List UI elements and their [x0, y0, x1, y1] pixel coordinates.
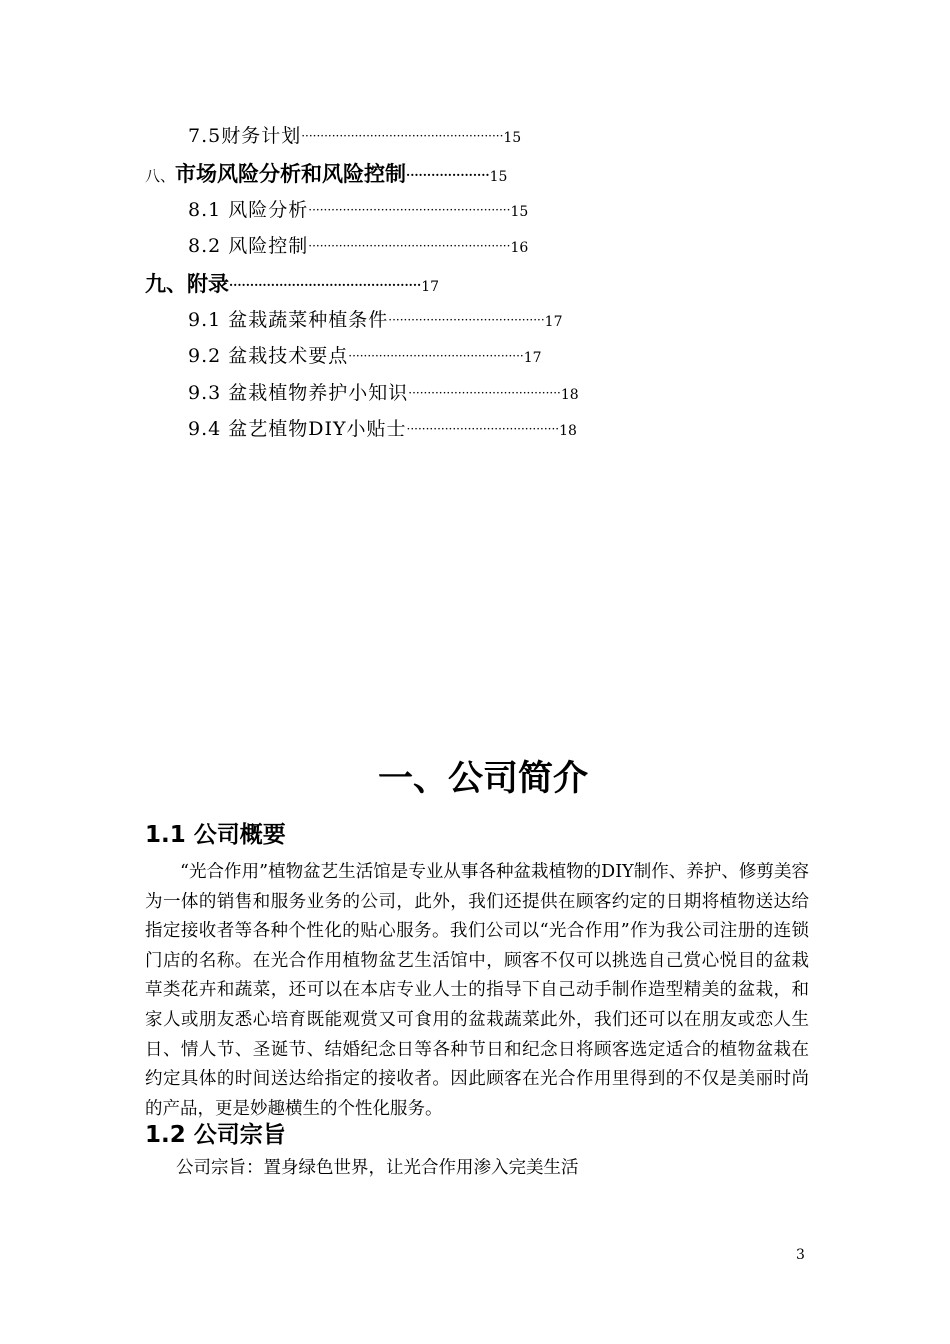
toc-leader-dots: ····················································· — [301, 130, 504, 142]
toc-entry-9-1[interactable] — [188, 311, 563, 330]
chapter-title: 一、公司简介 — [377, 759, 588, 799]
toc-leader-dots: ····················································· — [308, 204, 511, 216]
toc-page-number: 15 — [489, 169, 508, 185]
toc-entry-label: 9.3 盆栽植物养护小知识 — [188, 382, 409, 404]
toc-leader-dots: ·············································· — [229, 279, 422, 291]
toc-entry-label: 9.2 盆栽技术要点 — [188, 345, 349, 367]
toc-page-number: 17 — [421, 279, 440, 295]
toc-leader-dots: ········································· — [388, 314, 545, 326]
toc-entry-9-2[interactable] — [188, 347, 542, 366]
toc-leader-dots: ········································ — [408, 387, 561, 399]
company-mission-text: 公司宗旨：置身绿色世界，让光合作用渗入完美生活 — [176, 1158, 579, 1178]
toc-entry-prefix: 八、 — [145, 167, 176, 185]
toc-entry-label: 8.2 风险控制 — [188, 235, 309, 257]
toc-entry-chapter-9[interactable] — [145, 273, 439, 294]
toc-leader-dots: ·············································· — [348, 350, 524, 362]
toc-page-number: 17 — [523, 350, 542, 366]
toc-entry-label: 8.1 风险分析 — [188, 199, 309, 221]
toc-page-number: 15 — [510, 204, 529, 220]
toc-entry-label: 9.4 盆艺植物DIY小贴士 — [188, 418, 407, 440]
toc-entry-8-1[interactable] — [188, 201, 528, 220]
toc-entry-7-5[interactable] — [188, 127, 521, 146]
toc-entry-label: 九、附录 — [145, 271, 229, 296]
toc-entry-chapter-8[interactable] — [145, 163, 507, 184]
section-heading-1-1: 1.1 公司概要 — [145, 822, 286, 848]
toc-entry-label: 9.1 盆栽蔬菜种植条件 — [188, 309, 389, 331]
toc-leader-dots: ····················································· — [308, 240, 511, 252]
toc-entry-label: 市场风险分析和风险控制 — [175, 161, 407, 186]
toc-leader-dots: ········································ — [406, 423, 560, 435]
company-overview-paragraph: “光合作用”植物盆艺生活馆是专业从事各种盆栽植物的DIY制作、养护、修剪美容为一体的销售和服务业务的公司，此外，我们还提供在顾客约定的日期将植物送达给指定接收者等各种个性化的贴心服务。我们公司以“光合作用”作为我公司注册的连锁门店的名称。在光合作用植物盆艺生活馆中，顾客不仅可以挑选自己赏心悦目的盆栽草类花卉和蔬菜，还可以在本店专业人士的指导下自己动手制作造型精美的盆栽，和家人或朋友悉心培育既能观赏又可食用的盆栽蔬菜此外，我们还可以在朋友或恋人生日、情人节、圣诞节、结婚纪念日等各种节日和纪念日将顾客选定适合的植物盆栽在约定具体的时间送达给指定的接收者。因此顾客在光合作用里得到的不仅是美丽时尚的产品，更是妙趣横生的个性化服务。 — [145, 862, 809, 1119]
toc-page-number: 18 — [559, 423, 577, 439]
toc-entry-9-3[interactable] — [188, 384, 579, 403]
toc-entry-8-2[interactable] — [188, 237, 528, 256]
toc-page-number: 15 — [503, 130, 522, 146]
toc-entry-label: 7.5财务计划 — [188, 125, 302, 147]
toc-leader-dots: ···················· — [406, 169, 490, 181]
toc-page-number: 18 — [560, 387, 579, 403]
section-heading-1-2: 1.2 公司宗旨 — [145, 1122, 286, 1148]
toc-page-number: 17 — [544, 314, 563, 330]
toc-entry-9-4[interactable] — [188, 420, 577, 439]
page-number: 3 — [796, 1247, 805, 1263]
toc-page-number: 16 — [510, 240, 529, 256]
